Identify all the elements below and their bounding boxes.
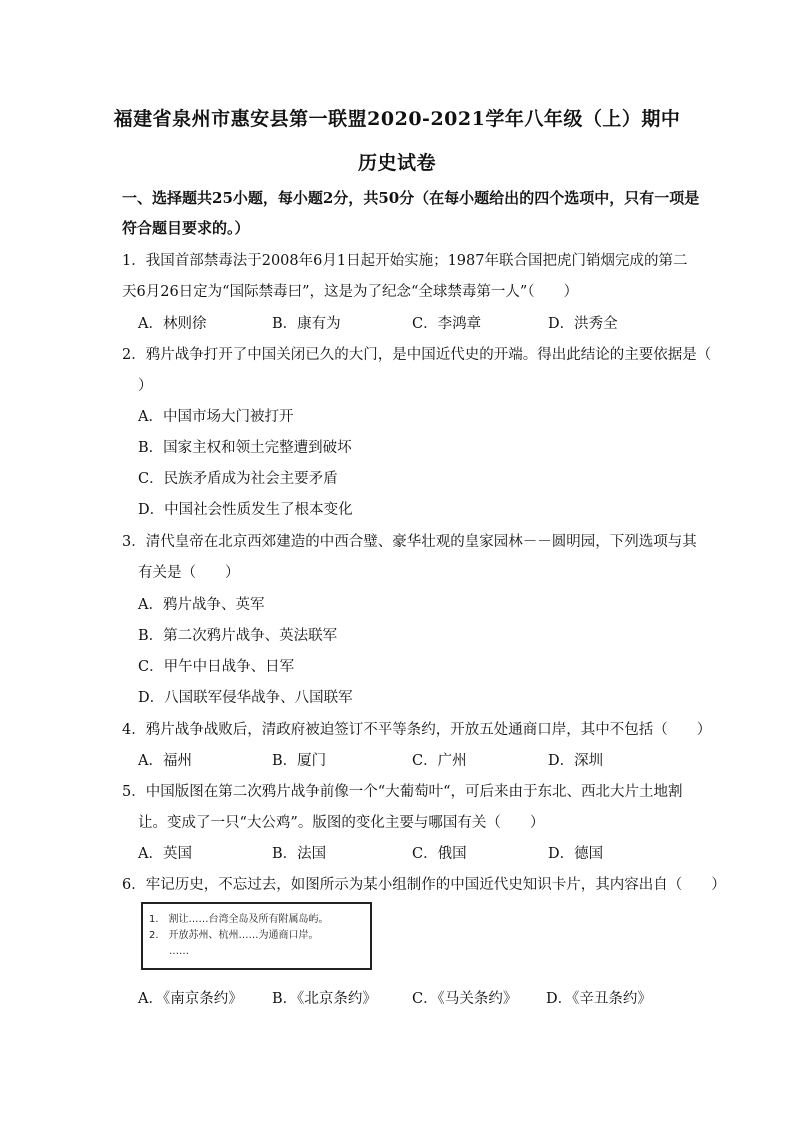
question-4-option-c[interactable]: C．广州 [412, 753, 467, 769]
exam-title-line1: 福建省泉州市惠安县第一联盟2020-2021学年八年级（上）期中 [113, 108, 681, 130]
section-heading-line1: 一、选择题共25小题，每小题2分，共50分（在每小题给出的四个选项中，只有一项是 [122, 189, 700, 207]
exam-title-line2: 历史试卷 [357, 152, 436, 174]
question-3-option-d[interactable]: D．八国联军侵华战争、八国联军 [138, 690, 353, 706]
question-5-option-a[interactable]: A．英国 [138, 846, 192, 862]
question-5-option-d[interactable]: D．德国 [548, 846, 604, 862]
section-heading-line2: 符合题目要求的。） [122, 219, 250, 237]
question-5-stem-line1: 5．中国版图在第二次鸦片战争前像一个“大葡萄叶“，可后来由于东北、西北大片土地割 [122, 784, 683, 800]
knowledge-card-line3: …… [149, 946, 189, 957]
knowledge-card [141, 902, 372, 970]
question-3-option-c[interactable]: C．甲午中日战争、日军 [138, 659, 295, 675]
question-4-option-b[interactable]: B．厦门 [272, 753, 327, 769]
question-2-option-a[interactable]: A．中国市场大门被打开 [138, 409, 294, 425]
question-6-option-d[interactable]: D．《辛丑条约》 [546, 991, 652, 1007]
question-5-stem-line2: 让。变成了一只“大公鸡”。版图的变化主要与哪国有关（ ） [138, 815, 545, 831]
question-5-option-b[interactable]: B．法国 [272, 846, 327, 862]
question-2-option-c[interactable]: C．民族矛盾成为社会主要矛盾 [138, 471, 338, 487]
question-1-option-c[interactable]: C．李鸿章 [412, 316, 482, 332]
question-2-option-d[interactable]: D．中国社会性质发生了根本变化 [138, 502, 353, 518]
question-3-option-a[interactable]: A．鸦片战争、英军 [138, 597, 265, 613]
knowledge-card-line2: 2. 开放苏州、杭州……为通商口岸。 [149, 930, 319, 941]
question-1-stem-line1: 1．我国首部禁毒法于2008年6月1日起开始实施；1987年联合国把虎门销烟完成的第二 [122, 253, 688, 269]
knowledge-card-line1: 1. 割让……台湾全岛及所有附属岛屿。 [149, 914, 329, 925]
question-1-option-d[interactable]: D．洪秀全 [548, 316, 618, 332]
question-1-option-a[interactable]: A．林则徐 [138, 316, 207, 332]
question-4-stem: 4．鸦片战争战败后，清政府被迫签订不平等条约，开放五处通商口岸，其中不包括（ ） [122, 722, 712, 738]
question-6-stem: 6．牢记历史，不忘过去，如图所示为某小组制作的中国近代史知识卡片，其内容出自（ ） [122, 877, 726, 893]
question-4-option-a[interactable]: A．福州 [138, 753, 192, 769]
question-5-option-c[interactable]: C．俄国 [412, 846, 467, 862]
question-2-stem-line1: 2．鸦片战争打开了中国关闭已久的大门，是中国近代史的开端。得出此结论的主要依据是（ [122, 347, 712, 363]
question-3-stem-line1: 3．清代皇帝在北京西郊建造的中西合璧、豪华壮观的皇家园林－－圆明园，下列选项与其 [122, 534, 697, 550]
question-2-stem-line2: ） [138, 378, 153, 394]
question-4-option-d[interactable]: D．深圳 [548, 753, 604, 769]
question-2-option-b[interactable]: B．国家主权和领土完整遭到破坏 [138, 440, 352, 456]
question-6-option-c[interactable]: C．《马关条约》 [412, 991, 518, 1007]
question-1-option-b[interactable]: B．康有为 [272, 316, 341, 332]
question-1-stem-line2: 天6月26日定为“国际禁毒曰”，这是为了纪念“全球禁毒第一人”（ ） [122, 284, 579, 300]
question-6-option-a[interactable]: A．《南京条约》 [138, 991, 243, 1007]
question-3-stem-line2: 有关是（ ） [138, 565, 240, 581]
question-3-option-b[interactable]: B．第二次鸦片战争、英法联军 [138, 628, 338, 644]
question-6-option-b[interactable]: B．《北京条约》 [272, 991, 377, 1007]
